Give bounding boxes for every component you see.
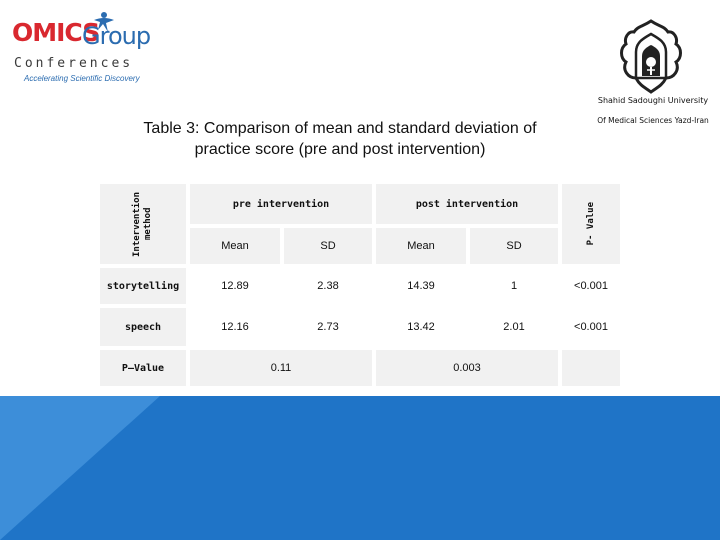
pvalue-pre: 0.11: [190, 350, 372, 386]
logo-figure-icon: [92, 10, 116, 34]
speech-pre-sd: 2.73: [317, 321, 339, 333]
storytelling-pre-mean: 12.89: [221, 280, 249, 292]
logo-omics-text: OMICS: [12, 18, 100, 47]
storytelling-pvalue: <0.001: [574, 280, 608, 292]
speech-post-sd: 2.01: [503, 321, 525, 333]
table-title-line1: Table 3: Comparison of mean and standard deviation of: [143, 120, 537, 137]
speech-pvalue: <0.001: [574, 321, 608, 333]
storytelling-post-mean: 14.39: [407, 280, 435, 292]
pvalue-overall: [562, 350, 620, 386]
subheader-post-sd: SD: [470, 228, 558, 264]
header-pvalue: P- Value: [585, 202, 596, 246]
logo-group-text: Group: [82, 22, 151, 50]
logo-conferences-text: Conferences: [14, 56, 134, 71]
university-emblem-icon: [612, 18, 690, 96]
storytelling-pre-sd: 2.38: [317, 280, 339, 292]
footer-accent-shape: [0, 396, 170, 540]
header-intervention-method-cell: [100, 184, 186, 264]
header-pre-intervention: pre intervention: [190, 184, 372, 224]
row-label-speech: speech: [100, 308, 186, 346]
university-name: Shahid Sadoughi University: [597, 96, 709, 105]
storytelling-post-sd: 1: [510, 280, 518, 292]
header-post-intervention: post intervention: [376, 184, 558, 224]
logo-tagline: Accelerating Scientific Discovery: [24, 74, 140, 83]
pvalue-post: 0.003: [376, 350, 558, 386]
comparison-table: [100, 184, 620, 386]
subheader-pre-sd: SD: [284, 228, 372, 264]
row-label-pvalue: P–Value: [100, 350, 186, 386]
subheader-post-mean: Mean: [376, 228, 466, 264]
header-intervention-method: Intervention method: [132, 191, 153, 257]
speech-post-mean: 13.42: [407, 321, 435, 333]
table-title-line2: practice score (pre and post intervention): [194, 141, 486, 158]
speech-pre-mean: 12.16: [221, 321, 249, 333]
row-label-storytelling: storytelling: [100, 268, 186, 304]
table-title: [100, 118, 580, 160]
omics-group-logo: [12, 10, 152, 88]
header-pvalue-cell: [562, 184, 620, 264]
university-location: Of Medical Sciences Yazd-Iran: [597, 116, 709, 125]
subheader-pre-mean: Mean: [190, 228, 280, 264]
